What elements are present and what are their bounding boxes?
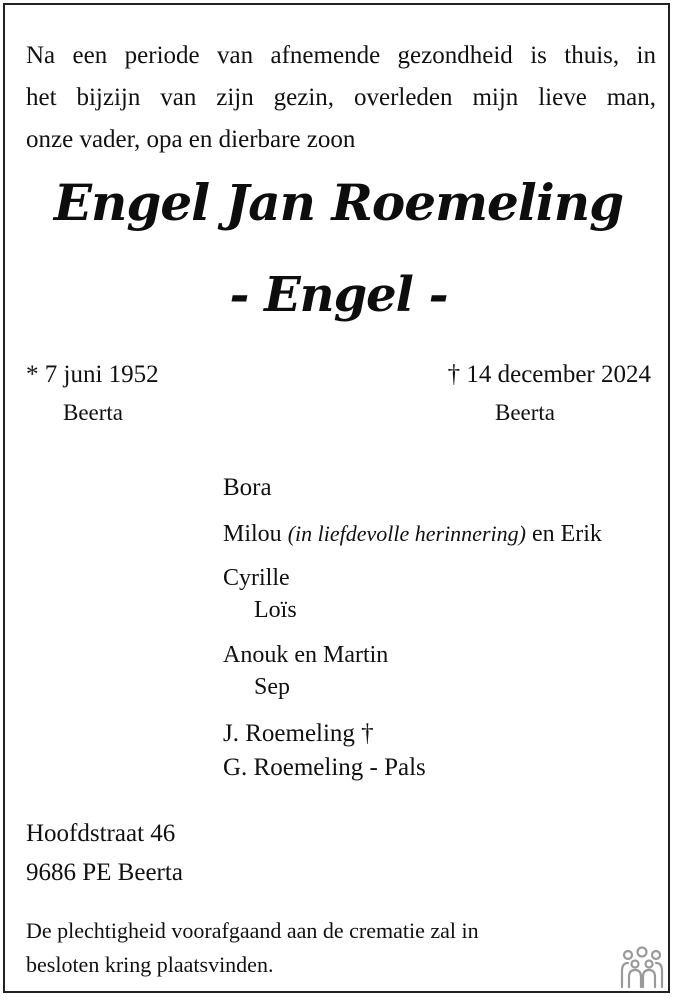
deceased-nickname: - Engel - [229,267,448,323]
intro-line-1: Na een periode van afnemende gezondheid is thuis, in [26,42,656,69]
ceremony-text [26,914,586,982]
address-street: Hoofdstraat 46 [26,820,176,847]
people-group-icon [619,945,665,989]
milou-name: Milou [223,521,282,547]
family-parent-1: J. Roemeling † [223,720,374,747]
ceremony-line-2: besloten kring plaatsvinden. [26,952,274,977]
intro-text [26,35,656,161]
intro-line-3: onze vader, opa en dierbare zoon [26,126,356,153]
ceremony-line-1: De plechtigheid voorafgaand aan de crematie zal in [26,918,479,943]
intro-line-2: het bijzijn van zijn gezin, overleden mijn lieve man, [26,84,656,111]
address-postal-city: 9686 PE Beerta [26,859,183,886]
death-place: Beerta [495,400,556,425]
family-wife: Bora [223,474,272,501]
birth-date: * 7 juni 1952 [26,361,159,388]
obituary-card [3,3,670,993]
family-cyrille-child: Loïs [254,597,297,623]
milou-memorial-note: (in liefdevolle herinnering) [287,521,526,546]
birth-place: Beerta [63,400,124,425]
family-cyrille: Cyrille [223,565,290,591]
family-milou-line [223,518,602,550]
deceased-full-name: Engel Jan Roemeling [53,173,624,232]
family-parent-2: G. Roemeling - Pals [223,754,426,781]
death-date: † 14 december 2024 [447,361,651,388]
family-anouk-child: Sep [254,674,290,700]
milou-partner: en Erik [531,521,602,547]
family-anouk: Anouk en Martin [223,642,389,668]
